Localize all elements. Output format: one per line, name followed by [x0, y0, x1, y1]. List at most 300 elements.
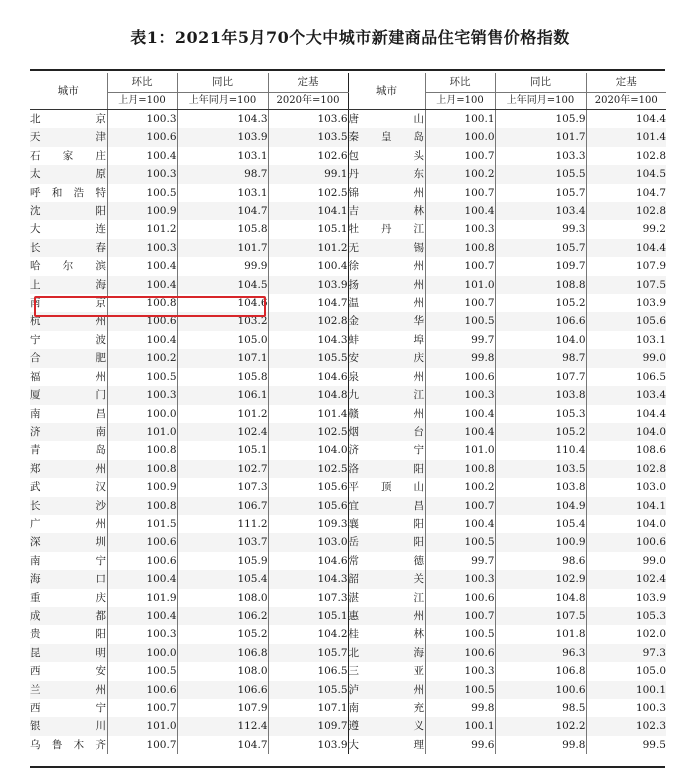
top-rule [30, 69, 665, 71]
fixed-value-right: 102.8 [586, 460, 666, 478]
col-header-yoy-left: 同比 [177, 73, 268, 93]
city-name-left: 合 肥 [30, 349, 107, 367]
fixed-value-left: 104.7 [268, 294, 348, 312]
mom-value-right: 101.0 [425, 441, 495, 459]
mom-value-right: 100.7 [425, 497, 495, 515]
city-name-left: 哈尔滨 [30, 260, 107, 273]
yoy-value-left: 107.3 [177, 478, 268, 496]
mom-value-right: 100.3 [425, 386, 495, 404]
mom-value-left: 101.0 [107, 717, 177, 735]
city-name-right: 泸 州 [348, 681, 425, 699]
yoy-value-right: 103.3 [495, 147, 586, 165]
yoy-value-left: 108.0 [177, 662, 268, 680]
yoy-value-left: 99.9 [177, 257, 268, 275]
col-subheader-fixed-left: 2020年=100 [268, 93, 348, 110]
fixed-value-right: 105.3 [586, 607, 666, 625]
table-row [30, 423, 666, 441]
col-header-mom-right: 环比 [425, 73, 495, 93]
yoy-value-left: 103.2 [177, 312, 268, 330]
table-row [30, 294, 666, 312]
yoy-value-left: 101.2 [177, 405, 268, 423]
mom-value-right: 100.7 [425, 147, 495, 165]
yoy-value-right: 106.6 [495, 312, 586, 330]
table-row [30, 276, 666, 294]
city-name-left: 重 庆 [30, 591, 107, 604]
city-name-right: 无 锡 [348, 239, 425, 257]
yoy-value-left: 107.9 [177, 699, 268, 717]
city-name-left: 太 原 [30, 165, 107, 183]
fixed-value-left: 103.0 [268, 533, 348, 551]
mom-value-right: 99.8 [425, 349, 495, 367]
fixed-value-left: 104.1 [268, 202, 348, 220]
mom-value-right: 100.3 [425, 220, 495, 238]
mom-value-left: 100.3 [107, 386, 177, 404]
mom-value-left: 101.9 [107, 589, 177, 607]
yoy-value-right: 108.8 [495, 276, 586, 294]
mom-value-right: 100.7 [425, 184, 495, 202]
mom-value-left: 100.6 [107, 552, 177, 570]
fixed-value-right: 102.3 [586, 717, 666, 735]
fixed-value-right: 99.2 [586, 220, 666, 238]
mom-value-left: 100.0 [107, 644, 177, 662]
mom-value-left: 100.3 [107, 110, 177, 129]
city-name-left: 成 都 [30, 607, 107, 625]
fixed-value-left: 109.3 [268, 515, 348, 533]
city-name-right: 常 德 [348, 552, 425, 570]
fixed-value-left: 100.4 [268, 257, 348, 275]
city-name-right: 北 海 [348, 644, 425, 662]
mom-value-right: 99.7 [425, 552, 495, 570]
city-name-left: 深 圳 [30, 533, 107, 551]
table-row [30, 589, 666, 607]
yoy-value-right: 103.4 [495, 202, 586, 220]
yoy-value-right: 107.5 [495, 607, 586, 625]
col-header-mom-left: 环比 [107, 73, 177, 93]
yoy-value-left: 107.1 [177, 349, 268, 367]
mom-value-left: 100.4 [107, 147, 177, 165]
fixed-value-left: 103.5 [268, 128, 348, 146]
fixed-value-right: 103.4 [586, 386, 666, 404]
city-name-right: 温 州 [348, 294, 425, 312]
fixed-value-right: 107.9 [586, 257, 666, 275]
mom-value-right: 100.5 [425, 625, 495, 643]
city-name-right: 湛 江 [348, 589, 425, 607]
city-name-left: 贵 阳 [30, 628, 107, 641]
mom-value-left: 100.3 [107, 625, 177, 643]
yoy-value-left: 106.6 [177, 681, 268, 699]
col-header-city-left: 城市 [30, 73, 107, 110]
city-name-left: 福 州 [30, 370, 107, 383]
mom-value-right: 100.4 [425, 423, 495, 441]
mom-value-right: 100.4 [425, 515, 495, 533]
yoy-value-right: 101.7 [495, 128, 586, 146]
city-name-right: 牡丹江 [348, 220, 425, 238]
mom-value-left: 100.4 [107, 276, 177, 294]
mom-value-left: 100.8 [107, 441, 177, 459]
city-name-right: 洛 阳 [348, 460, 425, 478]
city-name-right: 九 江 [348, 386, 425, 404]
fixed-value-left: 104.6 [268, 368, 348, 386]
table-row [30, 405, 666, 423]
city-name-right: 烟 台 [348, 423, 425, 441]
city-name-left: 青 岛 [30, 444, 107, 457]
city-name-left: 沈 阳 [30, 202, 107, 220]
yoy-value-left: 105.8 [177, 368, 268, 386]
yoy-value-left: 103.1 [177, 184, 268, 202]
fixed-value-right: 104.0 [586, 423, 666, 441]
yoy-value-right: 106.8 [495, 662, 586, 680]
table-row [30, 497, 666, 515]
yoy-value-right: 103.8 [495, 386, 586, 404]
mom-value-right: 100.3 [425, 662, 495, 680]
mom-value-right: 100.8 [425, 460, 495, 478]
fixed-value-left: 103.9 [268, 736, 348, 754]
city-name-left: 南 宁 [30, 554, 107, 567]
mom-value-right: 100.7 [425, 294, 495, 312]
mom-value-left: 100.7 [107, 699, 177, 717]
fixed-value-right: 101.4 [586, 128, 666, 146]
city-name-right: 三 亚 [348, 662, 425, 680]
yoy-value-left: 102.7 [177, 460, 268, 478]
city-name-right: 遵 义 [348, 717, 425, 735]
yoy-value-left: 108.0 [177, 589, 268, 607]
city-name-right: 秦皇岛 [348, 128, 425, 146]
table-row [30, 110, 666, 129]
table-row [30, 220, 666, 238]
fixed-value-right: 104.7 [586, 184, 666, 202]
city-name-right: 泉 州 [348, 368, 425, 386]
city-name-right: 丹 东 [348, 165, 425, 183]
fixed-value-left: 99.1 [268, 165, 348, 183]
mom-value-right: 100.1 [425, 717, 495, 735]
city-name-right: 金 华 [348, 312, 425, 330]
city-name-right: 桂 林 [348, 625, 425, 643]
city-name-left: 厦 门 [30, 386, 107, 404]
fixed-value-right: 102.8 [586, 147, 666, 165]
yoy-value-right: 99.3 [495, 220, 586, 238]
mom-value-left: 100.5 [107, 662, 177, 680]
yoy-value-left: 105.8 [177, 220, 268, 238]
mom-value-right: 100.3 [425, 570, 495, 588]
table-row [30, 128, 666, 146]
city-name-left: 济 南 [30, 423, 107, 441]
yoy-value-right: 102.2 [495, 717, 586, 735]
yoy-value-right: 104.0 [495, 331, 586, 349]
yoy-value-right: 105.7 [495, 184, 586, 202]
yoy-value-left: 104.3 [177, 110, 268, 129]
mom-value-right: 100.7 [425, 257, 495, 275]
yoy-value-right: 99.8 [495, 736, 586, 754]
table-row [30, 312, 666, 330]
mom-value-right: 100.2 [425, 165, 495, 183]
yoy-value-right: 102.9 [495, 570, 586, 588]
fixed-value-left: 107.1 [268, 699, 348, 717]
city-name-right: 蚌 埠 [348, 331, 425, 349]
price-index-table [30, 73, 666, 754]
table-row [30, 662, 666, 680]
mom-value-left: 100.8 [107, 497, 177, 515]
mom-value-left: 100.4 [107, 257, 177, 275]
mom-value-right: 100.6 [425, 589, 495, 607]
city-name-left: 武 汉 [30, 481, 107, 494]
yoy-value-right: 110.4 [495, 441, 586, 459]
city-name-right: 宜 昌 [348, 497, 425, 515]
city-name-right: 惠 州 [348, 607, 425, 625]
city-name-right: 包 头 [348, 147, 425, 165]
yoy-value-right: 104.9 [495, 497, 586, 515]
fixed-value-left: 105.6 [268, 497, 348, 515]
fixed-value-left: 102.5 [268, 423, 348, 441]
mom-value-left: 100.6 [107, 681, 177, 699]
mom-value-right: 99.6 [425, 736, 495, 754]
fixed-value-left: 105.7 [268, 644, 348, 662]
mom-value-right: 100.7 [425, 607, 495, 625]
table-row [30, 570, 666, 588]
fixed-value-left: 103.9 [268, 276, 348, 294]
fixed-value-left: 105.6 [268, 478, 348, 496]
table-title: 表1：2021年5月70个大中城市新建商品住宅销售价格指数 [130, 28, 570, 47]
table-row [30, 202, 666, 220]
city-name-left: 天 津 [30, 128, 107, 146]
yoy-value-right: 105.7 [495, 239, 586, 257]
mom-value-left: 100.4 [107, 570, 177, 588]
col-subheader-yoy-right: 上年同月=100 [495, 93, 586, 110]
mom-value-right: 100.0 [425, 128, 495, 146]
col-subheader-mom-right: 上月=100 [425, 93, 495, 110]
mom-value-right: 100.5 [425, 681, 495, 699]
city-name-left: 南 昌 [30, 407, 107, 420]
table-row [30, 460, 666, 478]
yoy-value-right: 105.5 [495, 165, 586, 183]
table-row [30, 349, 666, 367]
city-name-right: 唐 山 [348, 110, 425, 129]
fixed-value-right: 103.9 [586, 294, 666, 312]
city-name-left: 杭 州 [30, 312, 107, 330]
table-row [30, 184, 666, 202]
fixed-value-left: 102.8 [268, 312, 348, 330]
fixed-value-right: 104.0 [586, 515, 666, 533]
fixed-value-left: 102.5 [268, 460, 348, 478]
yoy-value-right: 98.6 [495, 552, 586, 570]
fixed-value-left: 104.6 [268, 552, 348, 570]
yoy-value-right: 103.8 [495, 478, 586, 496]
fixed-value-left: 102.6 [268, 147, 348, 165]
fixed-value-right: 103.0 [586, 478, 666, 496]
city-name-left: 乌鲁木齐 [30, 738, 107, 751]
city-name-left: 石家庄 [30, 149, 107, 162]
mom-value-right: 100.4 [425, 202, 495, 220]
yoy-value-right: 101.8 [495, 625, 586, 643]
yoy-value-left: 111.2 [177, 515, 268, 533]
table-row [30, 239, 666, 257]
city-name-left: 北 京 [30, 113, 107, 125]
yoy-value-right: 96.3 [495, 644, 586, 662]
yoy-value-left: 105.1 [177, 441, 268, 459]
yoy-value-left: 104.6 [177, 294, 268, 312]
mom-value-left: 100.3 [107, 165, 177, 183]
col-subheader-fixed-right: 2020年=100 [586, 93, 666, 110]
fixed-value-left: 101.2 [268, 239, 348, 257]
yoy-value-left: 112.4 [177, 717, 268, 735]
yoy-value-right: 100.6 [495, 681, 586, 699]
fixed-value-right: 99.5 [586, 736, 666, 754]
mom-value-left: 100.7 [107, 736, 177, 754]
yoy-value-left: 105.2 [177, 625, 268, 643]
fixed-value-right: 107.5 [586, 276, 666, 294]
fixed-value-left: 104.3 [268, 570, 348, 588]
mom-value-left: 100.0 [107, 405, 177, 423]
city-name-left: 海 口 [30, 570, 107, 588]
city-name-right: 襄 阳 [348, 515, 425, 533]
fixed-value-right: 100.3 [586, 699, 666, 717]
mom-value-left: 100.5 [107, 184, 177, 202]
table-row [30, 625, 666, 643]
city-name-left: 宁 波 [30, 333, 107, 346]
fixed-value-right: 108.6 [586, 441, 666, 459]
fixed-value-left: 104.0 [268, 441, 348, 459]
city-name-left: 银 川 [30, 717, 107, 735]
table-row [30, 699, 666, 717]
fixed-value-left: 107.3 [268, 589, 348, 607]
city-name-left: 兰 州 [30, 681, 107, 699]
fixed-value-left: 105.5 [268, 681, 348, 699]
mom-value-left: 100.4 [107, 607, 177, 625]
fixed-value-right: 102.8 [586, 202, 666, 220]
fixed-value-right: 105.6 [586, 312, 666, 330]
table-row [30, 533, 666, 551]
table-row [30, 552, 666, 570]
mom-value-right: 100.4 [425, 405, 495, 423]
fixed-value-right: 104.1 [586, 497, 666, 515]
fixed-value-right: 102.0 [586, 625, 666, 643]
yoy-value-left: 102.4 [177, 423, 268, 441]
yoy-value-left: 104.7 [177, 202, 268, 220]
mom-value-right: 100.5 [425, 312, 495, 330]
fixed-value-left: 105.1 [268, 607, 348, 625]
mom-value-right: 100.8 [425, 239, 495, 257]
city-name-left: 西 宁 [30, 702, 107, 714]
yoy-value-right: 105.3 [495, 405, 586, 423]
yoy-value-left: 104.5 [177, 276, 268, 294]
table-row [30, 717, 666, 735]
yoy-value-right: 109.7 [495, 257, 586, 275]
yoy-value-left: 106.1 [177, 386, 268, 404]
yoy-value-left: 103.1 [177, 147, 268, 165]
fixed-value-left: 102.5 [268, 184, 348, 202]
table-row [30, 644, 666, 662]
yoy-value-left: 103.9 [177, 128, 268, 146]
mom-value-right: 101.0 [425, 276, 495, 294]
mom-value-left: 101.2 [107, 220, 177, 238]
fixed-value-right: 106.5 [586, 368, 666, 386]
fixed-value-right: 99.0 [586, 552, 666, 570]
fixed-value-left: 106.5 [268, 662, 348, 680]
col-header-fixed-left: 定基 [268, 73, 348, 93]
fixed-value-left: 105.1 [268, 220, 348, 238]
city-name-right: 赣 州 [348, 405, 425, 423]
city-name-left: 昆 明 [30, 644, 107, 662]
table-row [30, 681, 666, 699]
table-row [30, 441, 666, 459]
city-name-left: 南 京 [30, 297, 107, 310]
mom-value-left: 100.6 [107, 533, 177, 551]
mom-value-left: 100.2 [107, 349, 177, 367]
mom-value-left: 100.9 [107, 478, 177, 496]
table-row [30, 515, 666, 533]
yoy-value-left: 106.7 [177, 497, 268, 515]
fixed-value-left: 101.4 [268, 405, 348, 423]
mom-value-left: 100.3 [107, 239, 177, 257]
city-name-left: 长 沙 [30, 497, 107, 515]
fixed-value-right: 104.5 [586, 165, 666, 183]
mom-value-right: 100.1 [425, 110, 495, 129]
fixed-value-right: 103.1 [586, 331, 666, 349]
mom-value-left: 100.4 [107, 331, 177, 349]
yoy-value-right: 107.7 [495, 368, 586, 386]
fixed-value-left: 105.5 [268, 349, 348, 367]
mom-value-left: 100.9 [107, 202, 177, 220]
city-name-right: 吉 林 [348, 202, 425, 220]
city-name-left: 呼和浩特 [30, 186, 107, 199]
fixed-value-right: 104.4 [586, 405, 666, 423]
bottom-rule [30, 766, 665, 768]
mom-value-right: 99.8 [425, 699, 495, 717]
fixed-value-right: 104.4 [586, 110, 666, 129]
table-row [30, 257, 666, 275]
yoy-value-left: 105.4 [177, 570, 268, 588]
city-name-right: 韶 关 [348, 570, 425, 588]
table-row [30, 478, 666, 496]
table-row [30, 386, 666, 404]
city-name-right: 济 宁 [348, 441, 425, 459]
fixed-value-right: 105.0 [586, 662, 666, 680]
yoy-value-right: 105.4 [495, 515, 586, 533]
mom-value-right: 100.6 [425, 368, 495, 386]
city-name-right: 锦 州 [348, 184, 425, 202]
fixed-value-left: 104.3 [268, 331, 348, 349]
table-row [30, 607, 666, 625]
fixed-value-right: 100.6 [586, 533, 666, 551]
yoy-value-left: 103.7 [177, 533, 268, 551]
yoy-value-right: 105.2 [495, 294, 586, 312]
fixed-value-right: 103.9 [586, 589, 666, 607]
yoy-value-left: 105.9 [177, 552, 268, 570]
yoy-value-right: 105.2 [495, 423, 586, 441]
col-subheader-yoy-left: 上年同月=100 [177, 93, 268, 110]
mom-value-right: 100.2 [425, 478, 495, 496]
mom-value-left: 101.5 [107, 515, 177, 533]
city-name-left: 郑 州 [30, 460, 107, 478]
fixed-value-left: 104.8 [268, 386, 348, 404]
yoy-value-right: 98.5 [495, 699, 586, 717]
city-name-right: 徐 州 [348, 257, 425, 275]
fixed-value-left: 104.2 [268, 625, 348, 643]
table-row [30, 331, 666, 349]
table-row [30, 165, 666, 183]
city-name-right: 扬 州 [348, 276, 425, 294]
col-header-city-right: 城市 [348, 73, 425, 110]
fixed-value-right: 102.4 [586, 570, 666, 588]
mom-value-left: 100.5 [107, 368, 177, 386]
mom-value-right: 100.5 [425, 533, 495, 551]
table-row [30, 147, 666, 165]
yoy-value-right: 98.7 [495, 349, 586, 367]
mom-value-left: 100.6 [107, 312, 177, 330]
city-name-right: 平顶山 [348, 478, 425, 496]
table-row [30, 736, 666, 754]
fixed-value-right: 104.4 [586, 239, 666, 257]
yoy-value-left: 106.8 [177, 644, 268, 662]
